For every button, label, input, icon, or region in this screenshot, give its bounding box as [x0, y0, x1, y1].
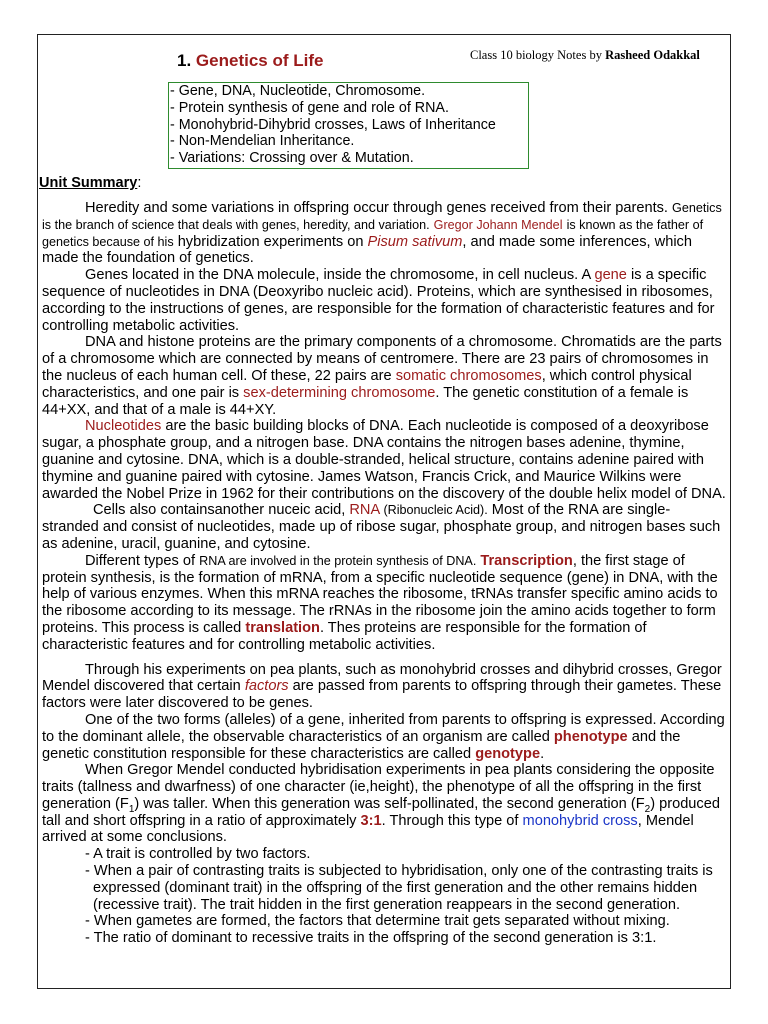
paragraph-rna: Cells also containsanother nuceic acid, RNA (Ribonucleic Acid). Most of the RNA are single-stranded and consist of nucleotides, made up of ribose sugar, phosphate group, and nitrogen bases such as adenine, uracil, guanine, and cytosine.	[42, 502, 721, 552]
unit-summary-heading: Unit Summary:	[39, 175, 142, 191]
topics-box	[168, 82, 529, 169]
topic-item: - Non-Mendelian Inheritance.	[170, 133, 355, 150]
list-item: - A trait is controlled by two factors.	[85, 846, 311, 863]
conclusions-list	[42, 846, 727, 947]
credit-author: Rasheed Odakkal	[605, 48, 700, 62]
credit-prefix: Class 10 biology Notes by	[470, 48, 602, 62]
topic-item: - Gene, DNA, Nucleotide, Chromosome.	[170, 83, 426, 99]
list-item: - When gametes are formed, the factors that determine trait gets separated without mixing.	[85, 913, 670, 930]
page-title	[177, 51, 323, 71]
paragraph-phenotype: One of the two forms (alleles) of a gene, inherited from parents to offspring is expressed. According to the dominant allele, the observable characteristics of an organism are called phenotype and the genetic constitution responsible for these characteristics are called genotype.	[42, 711, 725, 762]
topic-item: - Variations: Crossing over & Mutation.	[170, 150, 414, 167]
paragraph-genes: Genes located in the DNA molecule, inside the chromosome, in cell nucleus. A gene is a specific sequence of nucleotides in DNA (Deoxyribo nucleic acid). Proteins, which are synthesised in ribosomes, according to the instructions of genes, are responsible for the formation of characteristic features and for controlling metabolic activities.	[42, 267, 715, 334]
paragraph-mendel-factors: Through his experiments on pea plants, such as monohybrid crosses and dihybrid crosses, Gregor Mendel discovered that certain factors are passed from parents to offspring through their gametes. These factors were later discovered to be genes.	[42, 661, 722, 712]
chapter-number: 1.	[177, 51, 192, 70]
paragraph-protein-synthesis: Different types of RNA are involved in the protein synthesis of DNA. Transcription, the first stage of protein synthesis, is the formation of mRNA, from a specific nucleotide sequence (gene) in DNA, with the help of various enzymes. When this mRNA reaches the ribosome, tRNAs transfer specific amino acids to the ribosome according to its message. The rRNAs in the ribosome join the amino acids together to form proteins. This process is called translation. Thes proteins are responsible for the formation of characteristic features and for controlling metabolic activities.	[42, 552, 718, 653]
paragraph-heredity: Heredity and some variations in offspring occur through genes received from their parents. Genetics is the branch of science that deals with genes, heredity, and variation. Gregor Johann Mendel is known as the father of genetics because of his hybridization experiments on Pisum sativum, and made some inferences, which made the foundation of genetics.	[42, 200, 722, 267]
topic-item: - Monohybrid-Dihybrid crosses, Laws of Inheritance	[170, 116, 496, 133]
summary-body	[42, 200, 727, 947]
paragraph-nucleotides: Nucleotides are the basic building blocks of DNA. Each nucleotide is composed of a deoxyribose sugar, a phosphate group, and a nitrogen base. DNA contains the nitrogen bases adenine, thymine, guanine and cytosine. DNA, which is a double-stranded, helical structure, contains adenine paired with thymine and guanine paired with cytosine. James Watson, Francis Crick, and Maurice Wilkins were awarded the Nobel Prize in 1962 for their contributions on the discovery of the double helix model of DNA.	[42, 418, 726, 502]
author-credit	[470, 48, 700, 63]
chapter-title: Genetics of Life	[195, 51, 324, 70]
list-item: - The ratio of dominant to recessive traits in the offspring of the second generation is 3:1.	[85, 930, 657, 947]
topic-item: - Protein synthesis of gene and role of RNA.	[170, 99, 449, 116]
list-item: - When a pair of contrasting traits is subjected to hybridisation, only one of the contrasting traits is expressed (dominant trait) in the offspring of the first generation and the other remains hidden (recessive trait). The trait hidden in the first generation reappears in the second generation.	[85, 863, 713, 913]
paragraph-monohybrid: When Gregor Mendel conducted hybridisation experiments in pea plants considering the opposite traits (tallness and dwarfness) of one character (ie,height), the phenotype of all the offspring in the first generation $(F_1)$ was taller. When this generation was self-pollinated, the second generation $(F_2)$ produced tall and short offspring in a ratio of approximately 3:1. Through this type of monohybrid cross, Mendel arrived at some conclusions.	[42, 762, 720, 846]
paragraph-chromosome: DNA and histone proteins are the primary components of a chromosome. Chromatids are the parts of a chromosome which are connected by means of centromere. There are 23 pairs of chromosomes in the nucleus of each human cell. Of these, 22 pairs are somatic chromosomes, which control physical characteristics, and one pair is sex-determining chromosome. The genetic constitution of a female is 44+XX, and that of a male is 44+XY.	[42, 334, 722, 418]
